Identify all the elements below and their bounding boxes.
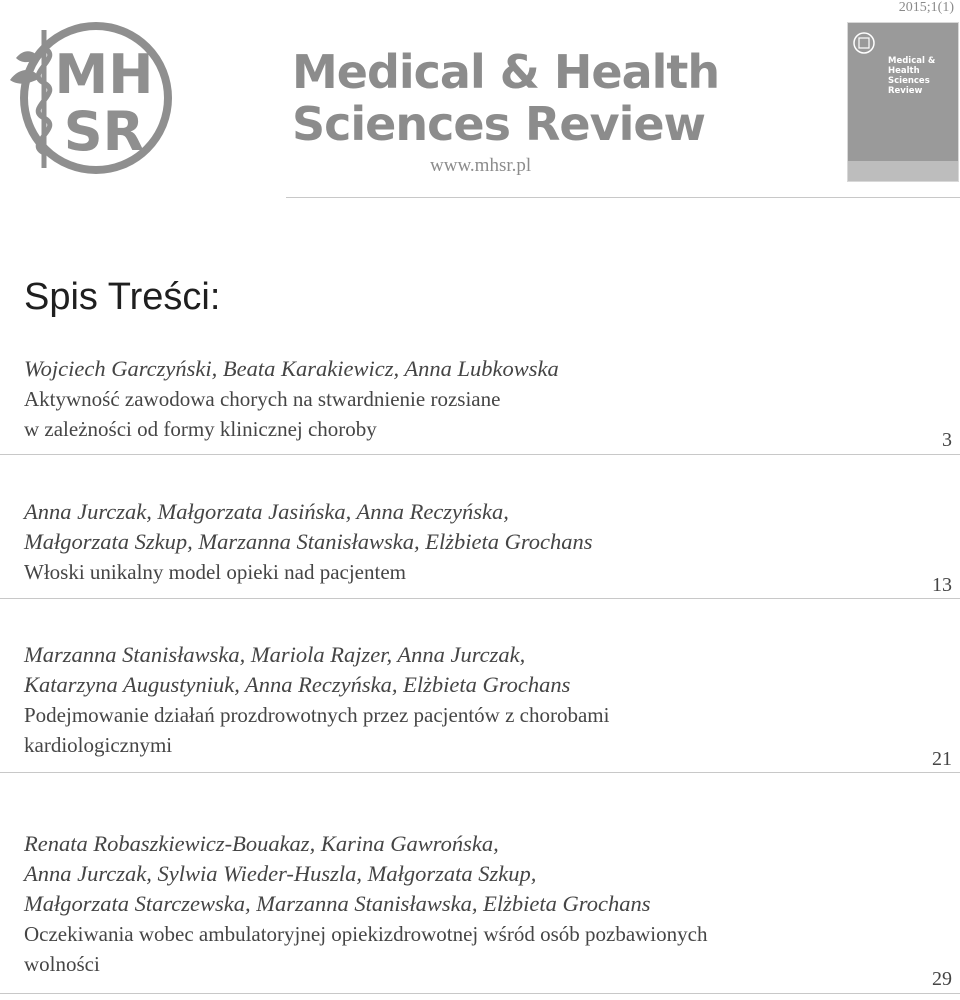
toc-entry[interactable] — [24, 829, 960, 990]
mini-logo-icon — [852, 31, 876, 55]
entry-title[interactable]: Oczekiwania wobec ambulatoryjnej opiekizdrowotnej wśród osób pozbawionych wolności — [24, 922, 708, 976]
toc-entry[interactable] — [24, 640, 960, 770]
entry-page-number: 13 — [932, 574, 952, 596]
journal-cover-thumbnail — [847, 22, 959, 182]
entry-title[interactable]: Aktywność zawodowa chorych na stwardnienie rozsiane w zależności od formy klinicznej choroby — [24, 387, 501, 441]
entry-page-number: 21 — [932, 748, 952, 770]
issue-label: 2015;1(1) — [898, 0, 954, 15]
entry-authors: Wojciech Garczyński, Beata Karakiewicz, Anna Lubkowska — [24, 356, 559, 381]
caduceus-icon — [10, 30, 50, 168]
entry-authors: Renata Robaszkiewicz-Bouakaz, Karina Gawrońska, Anna Jurczak, Sylwia Wieder-Huszla, Małgorzata Szkup, Małgorzata Starczewska, Marzanna Stanisławska, Elżbieta Grochans — [24, 831, 651, 916]
entry-page-number: 3 — [942, 429, 952, 451]
entry-divider — [0, 993, 960, 994]
header-divider — [286, 197, 960, 198]
mhsr-logo — [6, 18, 176, 178]
entry-title[interactable]: Włoski unikalny model opieki nad pacjentem — [24, 560, 406, 584]
journal-url[interactable]: www.mhsr.pl — [430, 155, 532, 176]
entry-divider — [0, 598, 960, 599]
entry-authors: Marzanna Stanisławska, Mariola Rajzer, Anna Jurczak, Katarzyna Augustyniuk, Anna Reczyńska, Elżbieta Grochans — [24, 642, 571, 697]
toc-entry[interactable] — [24, 354, 960, 451]
entry-page-number: 29 — [932, 968, 952, 990]
logo-text-bottom: SR — [63, 100, 145, 163]
logo-text-top: MH — [54, 43, 154, 106]
entry-title[interactable]: Podejmowanie działań prozdrowotnych przez pacjentów z chorobami kardiologicznymi — [24, 703, 610, 757]
toc-heading: Spis Treści: — [24, 276, 221, 318]
entry-divider — [0, 772, 960, 773]
journal-title: Medical & Health Sciences Review — [292, 45, 720, 151]
toc-entry[interactable] — [24, 497, 960, 596]
cover-footer — [848, 161, 958, 181]
entry-divider — [0, 454, 960, 455]
entry-authors: Anna Jurczak, Małgorzata Jasińska, Anna Reczyńska, Małgorzata Szkup, Marzanna Stanisławska, Elżbieta Grochans — [24, 499, 593, 554]
cover-title: Medical & Health Sciences Review — [888, 56, 936, 96]
